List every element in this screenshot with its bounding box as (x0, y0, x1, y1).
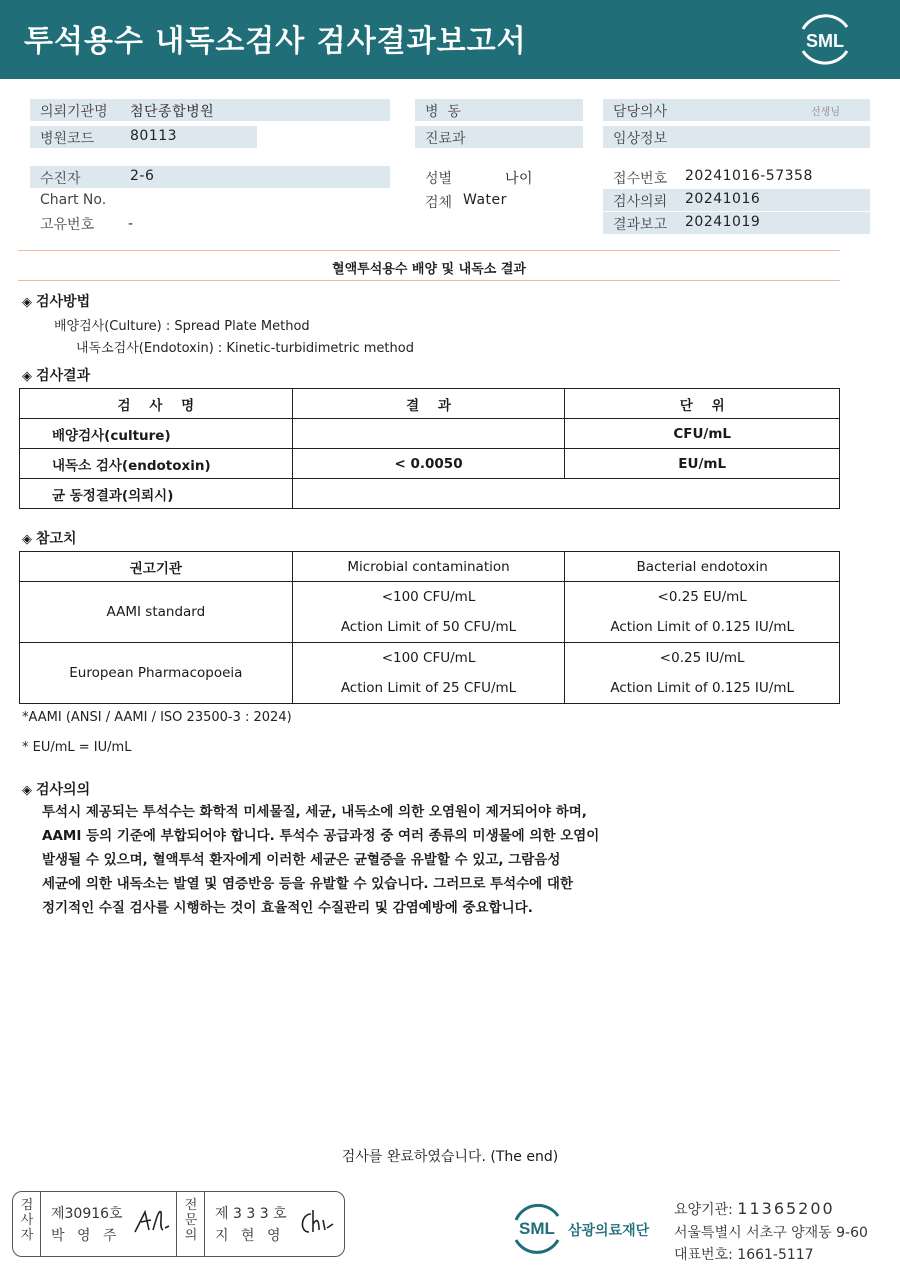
tester-license-no: 제30916호 (51, 1206, 123, 1222)
ward-field (415, 99, 583, 121)
significance-line: 투석시 제공되는 투석수는 화학적 미세물질, 세균, 내독소에 의한 오염원이 제거되어야 하며, (42, 804, 587, 820)
tester-label: 검사자 (20, 1198, 34, 1243)
header-organization: 권고기관 (20, 552, 293, 582)
subject-field (30, 166, 390, 188)
request-date-label: 검사의뢰 (613, 194, 668, 210)
results-heading: ◈ 검사결과 (22, 368, 91, 384)
results-table (19, 388, 840, 509)
reference-endotoxin (565, 582, 840, 643)
receipt-field (603, 166, 870, 188)
institution-code-value: 11365200 (737, 1199, 835, 1218)
result-value (292, 419, 565, 449)
sex-age-field (415, 166, 583, 188)
header-unit: 단 위 (565, 389, 840, 419)
signature-box (12, 1191, 345, 1257)
header-result: 결 과 (292, 389, 565, 419)
report-title: 투석용수 내독소검사 검사결과보고서 (24, 24, 527, 59)
specimen-value: Water (463, 192, 507, 208)
specialist-cell (205, 1192, 344, 1256)
specialist-license-no: 제 3 3 3 호 (215, 1206, 287, 1222)
footer-phone-label: 대표번호: (674, 1247, 733, 1263)
divider-top (18, 250, 840, 251)
reference-endotoxin-limit: <0.25 IU/mL (659, 650, 745, 666)
reference-microbial-limit: <100 CFU/mL (381, 589, 476, 605)
reference-table (19, 551, 840, 704)
institution-code (674, 1199, 835, 1219)
significance-heading: ◈ 검사의의 (22, 782, 91, 798)
significance-line: 정기적인 수질 검사를 시행하는 것이 효율적인 수질관리 및 감염예방에 중요합니다. (42, 900, 533, 916)
ward-label: 병 동 (425, 104, 461, 120)
chart-no-label: Chart No. (40, 192, 107, 208)
specialist-label: 전문의 (184, 1198, 198, 1243)
dept-field (415, 126, 583, 148)
reference-microbial-action: Action Limit of 25 CFU/mL (340, 680, 517, 696)
institution-value: 첨단종합병원 (130, 104, 215, 120)
tester-label-cell (13, 1192, 41, 1256)
reference-endotoxin-action: Action Limit of 0.125 IU/mL (610, 680, 794, 696)
significance-line: AAMI 등의 기준에 부합되어야 합니다. 투석수 공급과정 중 여러 종류의 미생물에 의한 오염이 (42, 828, 600, 844)
tester-signature-icon (131, 1206, 173, 1238)
clinical-info-label: 임상정보 (613, 131, 668, 147)
request-date-value: 20241016 (685, 191, 761, 207)
table-row (20, 582, 840, 643)
tester-name: 박 영 주 (51, 1228, 121, 1244)
sml-logo-icon (795, 11, 855, 67)
reference-endotoxin-limit: <0.25 EU/mL (657, 589, 747, 605)
diamond-bullet-icon: ◈ (22, 369, 32, 384)
hospital-code-field (30, 126, 257, 148)
specimen-label: 검체 (425, 195, 453, 211)
footer-address: 서울특별시 서초구 양재동 9-60 (674, 1225, 868, 1241)
reference-microbial (292, 643, 565, 704)
result-value: < 0.0050 (292, 449, 565, 479)
reference-microbial-action: Action Limit of 50 CFU/mL (340, 619, 517, 635)
aami-note: *AAMI (ANSI / AAMI / ISO 23500-3 : 2024) (22, 710, 292, 725)
institution-field (30, 99, 390, 121)
age-label: 나이 (505, 171, 534, 187)
table-header-row (20, 389, 840, 419)
logo-text: SML (806, 31, 844, 51)
request-date-field (603, 189, 870, 211)
reference-microbial-limit: <100 CFU/mL (381, 650, 476, 666)
table-row (20, 449, 840, 479)
report-date-field (603, 212, 870, 234)
report-date-label: 결과보고 (613, 217, 668, 233)
dept-label: 진료과 (425, 131, 466, 147)
unique-no-value: - (128, 216, 134, 232)
specialist-name: 지 현 영 (215, 1228, 285, 1244)
clinical-info-field (603, 126, 870, 148)
reference-endotoxin-action: Action Limit of 0.125 IU/mL (610, 619, 794, 635)
method-endotoxin: 내독소검사(Endotoxin) : Kinetic-turbidimetric method (76, 341, 414, 356)
end-statement: 검사를 완료하였습니다. (The end) (341, 1149, 559, 1165)
reference-org: European Pharmacopoeia (20, 643, 293, 704)
header-microbial: Microbial contamination (292, 552, 565, 582)
specialist-signature-icon (295, 1206, 337, 1238)
tester-cell (41, 1192, 177, 1256)
reference-endotoxin (565, 643, 840, 704)
specimen-field (415, 190, 583, 212)
header-endotoxin: Bacterial endotoxin (565, 552, 840, 582)
result-name: 배양검사(culture) (20, 419, 293, 449)
significance-line: 세균에 의한 내독소는 발열 및 염증반응 등을 유발할 수 있습니다. 그러므로 투석수에 대한 (42, 876, 574, 892)
receipt-value: 20241016-57358 (685, 168, 813, 184)
table-row (20, 479, 840, 509)
report-date-value: 20241019 (685, 214, 761, 230)
receipt-label: 접수번호 (613, 171, 668, 187)
reference-microbial (292, 582, 565, 643)
methods-heading: ◈ 검사방법 (22, 294, 91, 310)
result-name: 내독소 검사(endotoxin) (20, 449, 293, 479)
result-unit: EU/mL (565, 449, 840, 479)
table-row (20, 419, 840, 449)
subject-label: 수진자 (40, 171, 81, 187)
section-title: 혈액투석용수 배양 및 내독소 결과 (332, 262, 526, 277)
institution-label: 의뢰기관명 (40, 104, 108, 120)
report-header (0, 0, 900, 79)
table-row (20, 643, 840, 704)
diamond-bullet-icon: ◈ (22, 783, 32, 798)
footer-phone-value: 1661-5117 (737, 1247, 814, 1263)
sex-label: 성별 (425, 171, 453, 187)
doctor-suffix: 선생님 (811, 107, 840, 118)
unique-no-label: 고유번호 (40, 217, 95, 233)
diamond-bullet-icon: ◈ (22, 532, 32, 547)
svg-text:SML: SML (519, 1219, 555, 1238)
footer-phone (674, 1244, 814, 1264)
chart-no-field (30, 190, 390, 212)
divider-bottom (18, 280, 840, 281)
sml-footer-logo-icon (510, 1200, 670, 1256)
significance-line: 발생될 수 있으며, 혈액투석 환자에게 이러한 세균은 균혈증을 유발할 수 있고, 그람음성 (42, 852, 561, 868)
reference-org: AAMI standard (20, 582, 293, 643)
result-unit: CFU/mL (565, 419, 840, 449)
subject-value: 2-6 (130, 168, 155, 184)
unit-note: * EU/mL = IU/mL (22, 740, 132, 755)
result-value (292, 479, 839, 509)
svg-text:삼광의료재단: 삼광의료재단 (568, 1223, 650, 1239)
reference-heading: ◈ 참고치 (22, 531, 77, 547)
unique-no-field (30, 212, 390, 234)
specialist-label-cell (177, 1192, 205, 1256)
method-culture: 배양검사(Culture) : Spread Plate Method (54, 319, 310, 334)
result-name: 균 동정결과(의뢰시) (20, 479, 293, 509)
hospital-code-value: 80113 (130, 128, 178, 144)
hospital-code-label: 병원코드 (40, 131, 95, 147)
institution-code-label: 요양기관: (674, 1202, 733, 1218)
doctor-field (603, 99, 870, 121)
header-test-name: 검 사 명 (20, 389, 293, 419)
diamond-bullet-icon: ◈ (22, 295, 32, 310)
table-header-row (20, 552, 840, 582)
doctor-label: 담당의사 (613, 104, 668, 120)
